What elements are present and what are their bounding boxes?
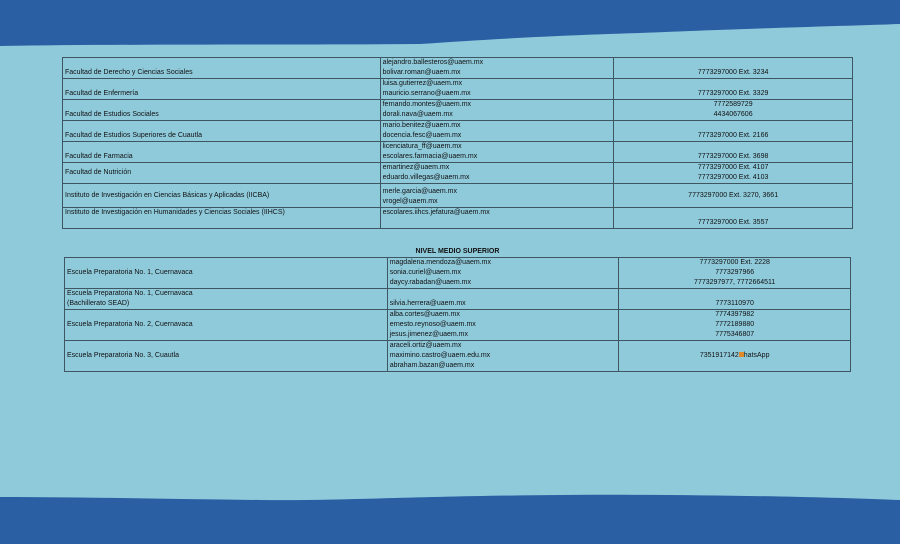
phone-cell: 7774397982 7772189880 7775346807 (619, 310, 851, 341)
faculty-name-cell: Instituto de Investigación en Ciencias Básicas y Aplicadas (IICBA) (63, 184, 381, 208)
email-link[interactable]: alejandro.ballesteros@uaem.mx (382, 59, 484, 66)
phone-cell: 7773297000 Ext. 4107 7773297000 Ext. 4103 (614, 163, 853, 184)
phone-cell: 7773297000 Ext. 3557 (614, 208, 853, 229)
email-link[interactable]: licenciatura_ff@uaem.mx (382, 143, 462, 150)
section-title: NIVEL MEDIO SUPERIOR (415, 248, 500, 255)
superior-directory-table (62, 57, 853, 229)
table-row (63, 79, 853, 100)
phone-suffix: hatsApp (743, 352, 770, 359)
email-link[interactable]: fernando.montes@uaem.mx (382, 101, 472, 108)
email-cell (380, 208, 614, 229)
phone-cell: 7773297000 Ext. 3234 (614, 58, 853, 79)
email-link[interactable]: jesus.jimenez@uaem.mx (389, 331, 468, 338)
school-name-cell: Escuela Preparatoria No. 3, Cuautla (65, 341, 388, 372)
email-link[interactable]: silvia.herrera@uaem.mx (389, 300, 466, 307)
faculty-name-cell: Facultad de Farmacia (63, 142, 381, 163)
email-link[interactable]: magdalena.mendoza@uaem.mx (389, 259, 491, 266)
school-name-cell: Escuela Preparatoria No. 1, Cuernavaca (Bachillerato SEAD) (65, 289, 388, 310)
email-link[interactable]: merle.garcia@uaem.mx (382, 188, 458, 195)
email-link[interactable]: bolivar.roman@uaem.mx (382, 69, 461, 76)
table-row (63, 208, 853, 229)
faculty-name-cell: Facultad de Derecho y Ciencias Sociales (63, 58, 381, 79)
email-cell (387, 289, 619, 310)
faculty-name-cell: Facultad de Nutrición (63, 163, 381, 184)
faculty-name-cell: Facultad de Enfermería (63, 79, 381, 100)
phone-cell: 7773110970 (619, 289, 851, 310)
phone-cell: 7773297000 Ext. 2166 (614, 121, 853, 142)
table-row (65, 289, 851, 310)
table-row (63, 100, 853, 121)
phone-cell: 7773297000 Ext. 3270, 3661 (614, 184, 853, 208)
email-link[interactable]: docencia.fesc@uaem.mx (382, 132, 462, 139)
email-cell (387, 258, 619, 289)
email-link[interactable]: alba.cortes@uaem.mx (389, 311, 460, 318)
phone-cell: 7773297000 Ext. 3698 (614, 142, 853, 163)
email-link[interactable]: sonia.curiel@uaem.mx (389, 269, 461, 276)
phone-cell: 7773297000 Ext. 3329 (614, 79, 853, 100)
school-name-cell: Escuela Preparatoria No. 1, Cuernavaca (65, 258, 388, 289)
email-link[interactable]: escolares.farmacia@uaem.mx (382, 153, 478, 160)
email-link[interactable]: escolares.iihcs.jefatura@uaem.mx (382, 209, 490, 216)
email-link[interactable]: mario.benitez@uaem.mx (382, 122, 461, 129)
email-link[interactable]: vrogel@uaem.mx (382, 198, 438, 205)
medio-superior-directory-table (64, 257, 851, 372)
table-row (65, 310, 851, 341)
table-row (63, 184, 853, 208)
school-name-cell: Escuela Preparatoria No. 2, Cuernavaca (65, 310, 388, 341)
email-cell (380, 184, 614, 208)
phone-number: 7351917142 (699, 352, 739, 359)
table-row (63, 142, 853, 163)
table-row (65, 258, 851, 289)
email-cell (380, 100, 614, 121)
email-cell (387, 310, 619, 341)
email-cell (387, 341, 619, 372)
email-link[interactable]: ernesto.reynoso@uaem.mx (389, 321, 476, 328)
email-cell (380, 121, 614, 142)
email-link[interactable]: maximino.castro@uaem.edu.mx (389, 352, 491, 359)
table-row (63, 58, 853, 79)
phone-cell: 7772589729 4434067606 (614, 100, 853, 121)
faculty-name-cell: Instituto de Investigación en Humanidades y Ciencias Sociales (IIHCS) (63, 208, 381, 229)
email-cell (380, 58, 614, 79)
email-link[interactable]: mauricio.serrano@uaem.mx (382, 90, 471, 97)
email-link[interactable]: emartinez@uaem.mx (382, 164, 450, 171)
email-link[interactable]: dorali.nava@uaem.mx (382, 111, 453, 118)
table-row (65, 341, 851, 372)
phone-cell: 7773297000 Ext. 2228 7773297966 7773297977, 7772664511 (619, 258, 851, 289)
email-cell (380, 142, 614, 163)
table-row (63, 121, 853, 142)
email-link[interactable]: abraham.bazan@uaem.mx (389, 362, 475, 369)
faculty-name-cell: Facultad de Estudios Sociales (63, 100, 381, 121)
email-link[interactable]: luisa.gutierrez@uaem.mx (382, 80, 463, 87)
email-cell (380, 163, 614, 184)
email-cell (380, 79, 614, 100)
table-row (63, 163, 853, 184)
phone-cell (619, 341, 851, 372)
faculty-name-cell: Facultad de Estudios Superiores de Cuautla (63, 121, 381, 142)
email-link[interactable]: daycy.rabadan@uaem.mx (389, 279, 471, 286)
email-link[interactable]: eduardo.villegas@uaem.mx (382, 174, 470, 181)
email-link[interactable]: araceli.ortiz@uaem.mx (389, 342, 462, 349)
